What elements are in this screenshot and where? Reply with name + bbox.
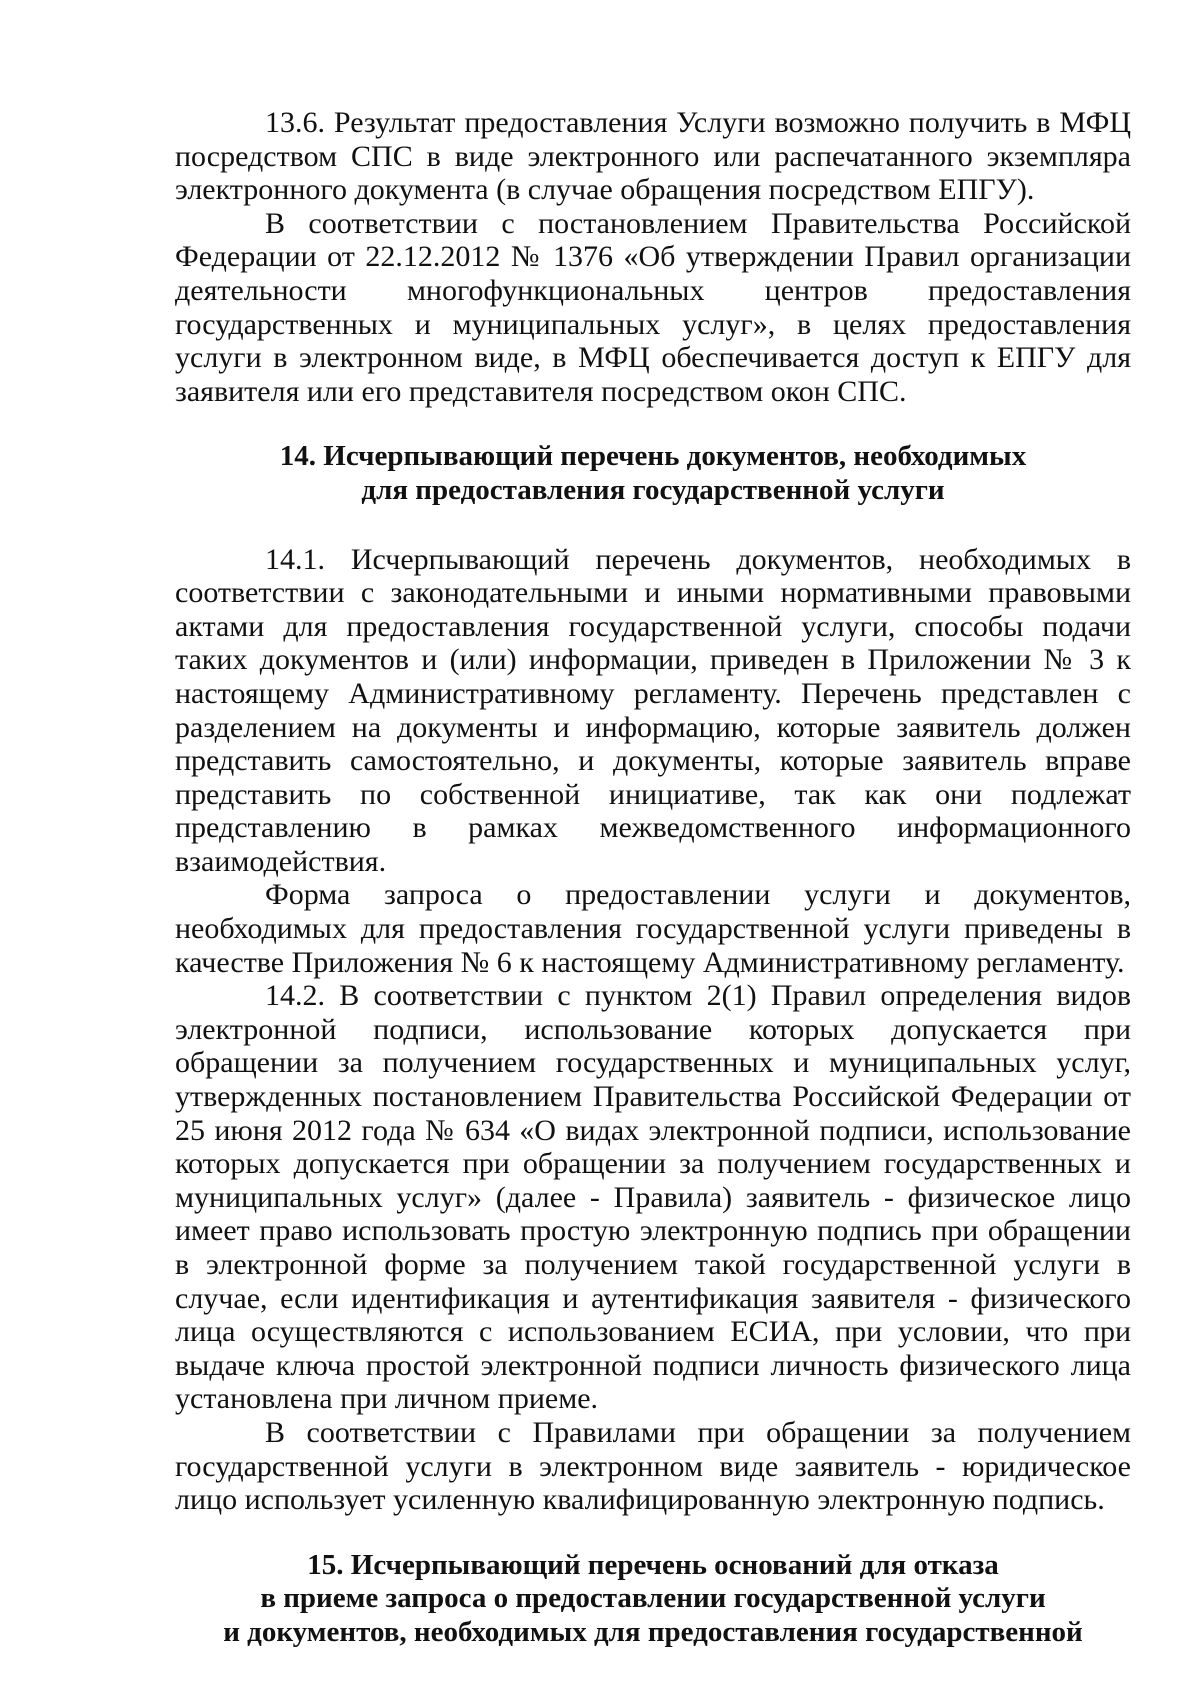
section-14-title-line: 14. Исчерпывающий перечень документов, необходимых: [279, 440, 1027, 473]
paragraph-14-2: 14.2. В соответствии с пунктом 2(1) Правил определения видов электронной подписи, использование которых допускается при обращении за получением государственных и муниципальных услуг, утвержденных постановлением Правительства Российской Федерации от 25 июня 2012 года № 634 «О видах электронной подписи, использование которых допускается при обращении за получением государственных и муниципальных услуг» (далее - Правила) заявитель - физическое лицо имеет право использовать простую электронную подпись при обращении в электронной форме за получением такой государственной услуги в случае, если идентификация и аутентификация заявителя - физического лица осуществляются с использованием ЕСИА, при условии, что при выдаче ключа простой электронной подписи личность физического лица установлена при личном приеме.: [175, 979, 1131, 1416]
document-body: [175, 106, 1131, 1650]
section-15-title-line: 15. Исчерпывающий перечень оснований для отказа: [307, 1548, 999, 1581]
section-14-title-line: для предоставления государственной услуги: [361, 473, 945, 506]
section-15-title-line: в приеме запроса о предоставлении государственной услуги: [260, 1582, 1046, 1615]
paragraph-mfc-access: В соответствии с постановлением Правительства Российской Федерации от 22.12.2012 № 1376 «Об утверждении Правил организации деятельности многофункциональных центров предоставления государственных и муниципальных услуг», в целях предоставления услуги в электронном виде, в МФЦ обеспечивается доступ к ЕПГУ для заявителя или его представителя посредством окон СПС.: [175, 206, 1131, 408]
paragraph-request-form: Форма запроса о предоставлении услуги и документов, необходимых для предоставления государственной услуги приведены в качестве Приложения № 6 к настоящему Административному регламенту.: [175, 878, 1131, 979]
paragraph-legal-entity-signature: В соответствии с Правилами при обращении за получением государственной услуги в электронном виде заявитель - юридическое лицо использует усиленную квалифицированную электронную подпись.: [175, 1415, 1131, 1517]
paragraph-13-6: 13.6. Результат предоставления Услуги возможно получить в МФЦ посредством СПС в виде электронного или распечатанного экземпляра электронного документа (в случае обращения посредством ЕПГУ).: [175, 106, 1131, 207]
paragraph-14-1: 14.1. Исчерпывающий перечень документов, необходимых в соответствии с законодательными и иными нормативными правовыми актами для предоставления государственной услуги, способы подачи таких документов и (или) информации, приведен в Приложении № 3 к настоящему Административному регламенту. Перечень представлен с разделением на документы и информацию, которые заявитель должен представить самостоятельно, и документы, которые заявитель вправе представить по собственной инициативе, так как они подлежат представлению в рамках межведомственного информационного взаимодействия.: [175, 542, 1131, 878]
section-15-title: [175, 1549, 1131, 1650]
section-15-title-line: и документов, необходимых для предоставления государственной: [223, 1615, 1083, 1648]
section-14-title: [175, 440, 1131, 507]
